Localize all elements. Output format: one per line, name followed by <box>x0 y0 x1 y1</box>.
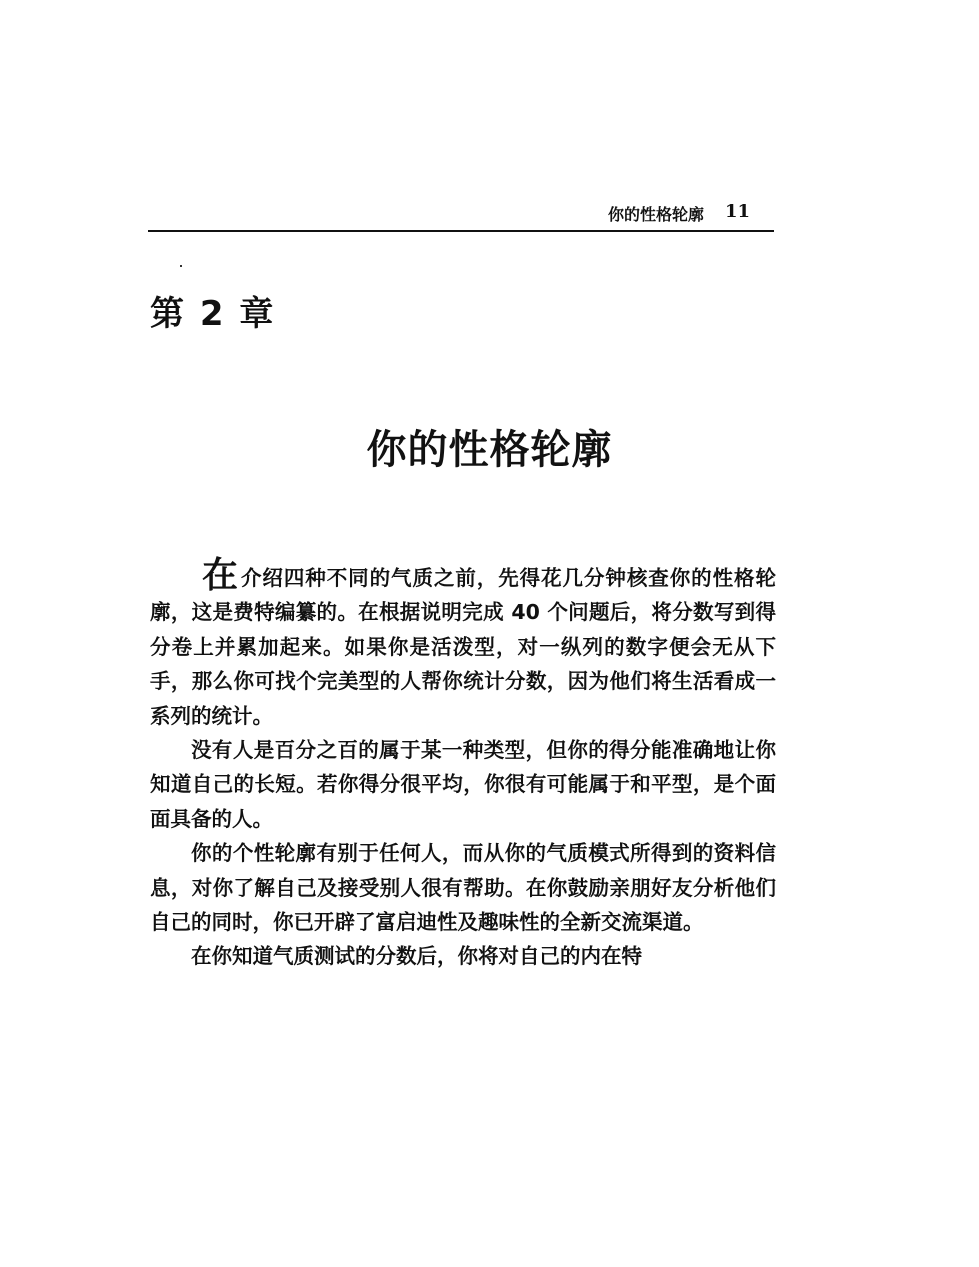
running-head-title: 你的性格轮廓 <box>607 205 704 224</box>
running-head <box>148 196 774 232</box>
drop-cap: 在 <box>202 555 239 596</box>
paragraph-3: 你的个性轮廓有别于任何人，而从你的气质模式所得到的资料信息，对你了解自己及接受别人很有帮助。在你鼓励亲朋好友分析他们自己的同时，你已开辟了富启迪性及趣味性的全新交流渠道。 <box>150 841 776 935</box>
print-speck <box>180 265 182 267</box>
paragraph-4: 在你知道气质测试的分数后，你将对自己的内在特 <box>191 944 642 969</box>
paragraph-1-text: 介绍四种不同的气质之前，先得花几分钟核查你的性格轮廓，这是费特编纂的。在根据说明完成 40 个问题后，将分数写到得分卷上并累加起来。如果你是活泼型，对一纵列的数字便会无从下手，那么你可找个完美型的人帮你统计分数，因为他们将生活看成一系列的统计。 <box>150 566 776 728</box>
page-number: 11 <box>724 201 750 222</box>
chapter-label: 第 2 章 <box>150 294 276 334</box>
paragraph-1 <box>150 555 776 733</box>
paragraph-2: 没有人是百分之百的属于某一种类型，但你的得分能准确地让你知道自己的长短。若你得分很平均，你很有可能属于和平型，是个面面具备的人。 <box>150 738 776 831</box>
body-text <box>150 555 776 974</box>
chapter-title: 你的性格轮廓 <box>366 427 613 473</box>
